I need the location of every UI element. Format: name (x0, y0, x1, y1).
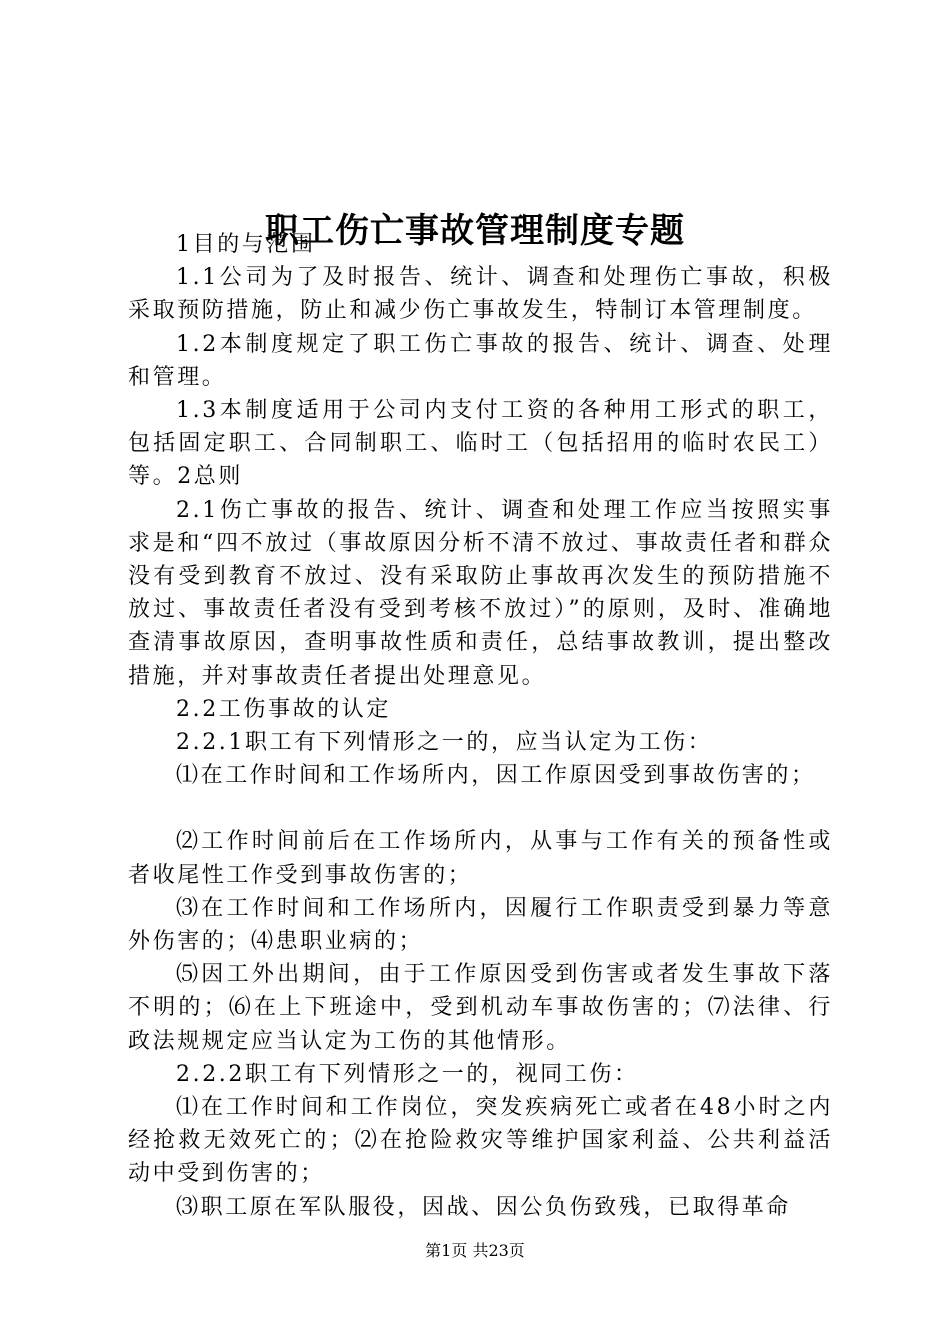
list-item: ⑶职工原在军队服役，因战、因公负伤致残，已取得革命 (176, 1194, 792, 1220)
list-item: ⑵工作时间前后在工作场所内，从事与工作有关的预备性或者收尾性工作受到事故伤害的； (128, 829, 833, 888)
list-item: ⑸因工外出期间，由于工作原因受到伤害或者发生事故下落不明的；⑹在上下班途中，受到机动车事故伤害的；⑺法律、行政法规规定应当认定为工伤的其他情形。 (128, 962, 833, 1054)
paragraph: 1.2本制度规定了职工伤亡事故的报告、统计、调查、处理和管理。 (128, 331, 833, 390)
page-number-footer: 第1页 共23页 (425, 1241, 525, 1260)
document-body (128, 228, 833, 1224)
paragraph: 1.3本制度适用于公司内支付工资的各种用工形式的职工，包括固定职工、合同制职工、临时工（包括招用的临时农民工）等。2总则 (128, 398, 833, 490)
paragraph: 1.1公司为了及时报告、统计、调查和处理伤亡事故，积极采取预防措施，防止和减少伤亡事故发生，特制订本管理制度。 (128, 265, 833, 324)
section-heading: 1目的与范围 (176, 232, 316, 257)
section-heading: 2.2工伤事故的认定 (176, 696, 391, 722)
list-item: ⑴在工作时间和工作场所内，因工作原因受到事故伤害的； (176, 763, 816, 789)
paragraph: 2.2.2职工有下列情形之一的，视同工伤： (176, 1061, 639, 1087)
list-item: ⑴在工作时间和工作岗位，突发疾病死亡或者在48小时之内经抢救无效死亡的；⑵在抢险救灾等维护国家利益、公共利益活动中受到伤害的； (128, 1095, 833, 1187)
document-title: 职工伤亡事故管理制度专题 (265, 210, 685, 251)
list-item: ⑶在工作时间和工作场所内，因履行工作职责受到暴力等意外伤害的；⑷患职业病的； (128, 895, 833, 955)
paragraph: 2.1伤亡事故的报告、统计、调查和处理工作应当按照实事求是和“四不放过（事故原因分析不清不放过、事故责任者和群众没有受到教育不放过、没有采取防止事故再次发生的预防措施不放过、事故责任者没有受到考核不放过）”的原则，及时、准确地查清事故原因，查明事故性质和责任，总结事故教训，提出整改措施，并对事故责任者提出处理意见。 (128, 497, 833, 689)
paragraph: 2.2.1职工有下列情形之一的，应当认定为工伤： (176, 730, 713, 756)
